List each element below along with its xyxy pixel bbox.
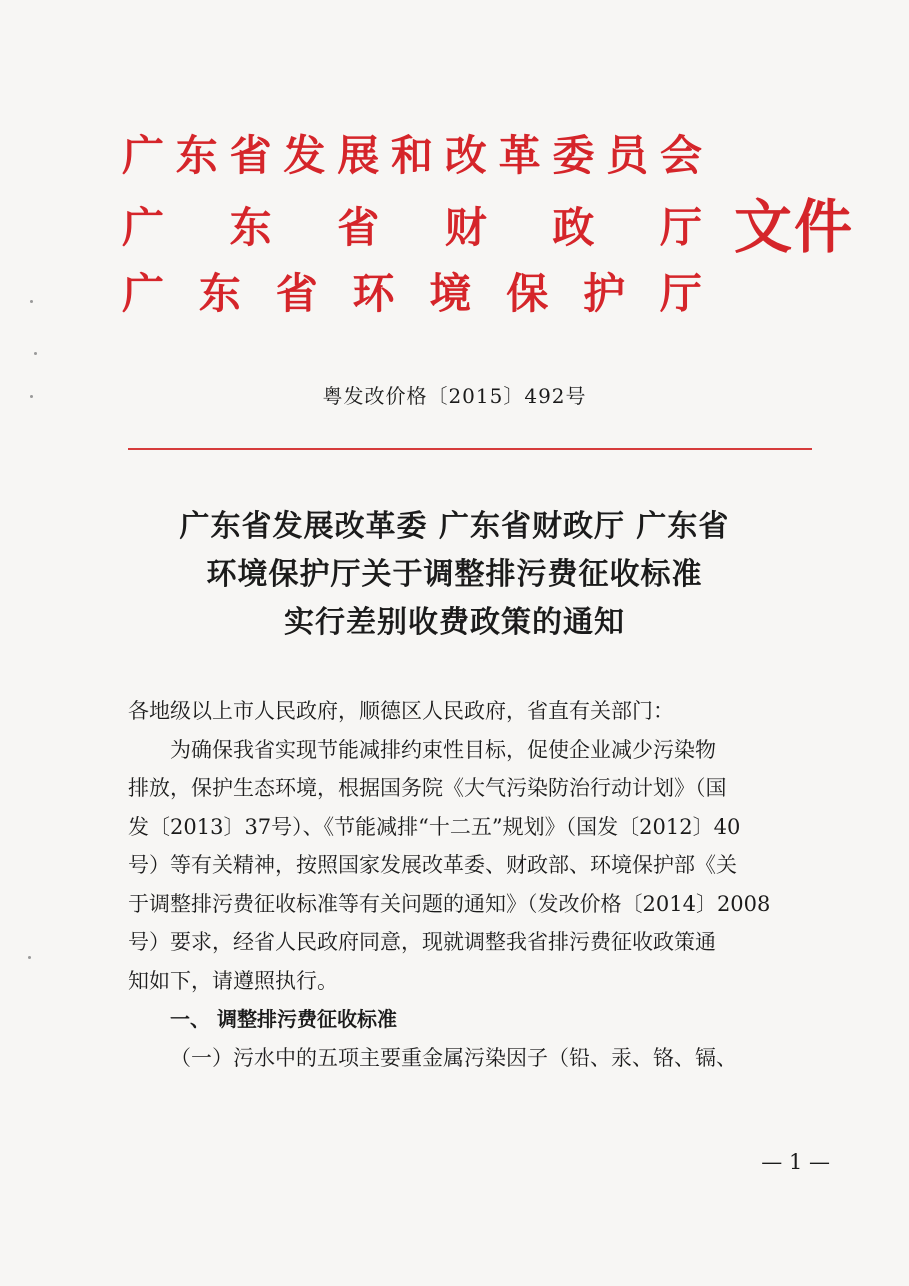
issuer-environment: 广 东 省 环 境 保 护 厅 bbox=[122, 269, 702, 318]
red-divider bbox=[128, 448, 812, 450]
body-line: （一）污水中的五项主要重金属污染因子（铅、汞、铬、镉、 bbox=[170, 1045, 737, 1070]
document-body bbox=[128, 692, 818, 1077]
section-heading: 一、 调整排污费征收标准 bbox=[170, 1007, 397, 1031]
scan-speck bbox=[30, 395, 33, 398]
body-line: 排放，保护生态环境，根据国务院《大气污染防治行动计划》（国 bbox=[128, 776, 727, 800]
body-line: 为确保我省实现节能减排约束性目标，促使企业减少污染物 bbox=[170, 737, 716, 762]
body-line: 发〔2013〕37号）、《节能减排“十二五”规划》（国发〔2012〕40 bbox=[128, 814, 741, 839]
scan-speck bbox=[28, 956, 31, 959]
page-number: — 1 — bbox=[761, 1150, 830, 1174]
document-suffix: 文件 bbox=[734, 193, 855, 261]
document-title bbox=[0, 503, 909, 647]
body-line: 知如下，请遵照执行。 bbox=[128, 968, 338, 993]
title-line-3: 实行差别收费政策的通知 bbox=[284, 605, 625, 640]
issuer-finance: 广 东 省 财 政 厅 bbox=[122, 203, 702, 252]
document-number: 粤发改价格〔2015〕492号 bbox=[322, 384, 587, 408]
issuer-header bbox=[122, 128, 855, 328]
title-line-1: 广东省发展改革委 广东省财政厅 广东省 bbox=[179, 509, 730, 544]
salutation: 各地级以上市人民政府，顺德区人民政府，省直有关部门： bbox=[128, 699, 674, 723]
scan-speck bbox=[30, 300, 33, 303]
body-line: 号）等有关精神，按照国家发展改革委、财政部、环境保护部《关 bbox=[128, 853, 737, 877]
issuer-ndrc: 广 东 省 发 展 和 改 革 委 员 会 bbox=[122, 131, 702, 180]
scan-speck bbox=[34, 352, 37, 355]
body-line: 号）要求，经省人民政府同意，现就调整我省排污费征收政策通 bbox=[128, 930, 716, 954]
title-line-2: 环境保护厅关于调整排污费征收标准 bbox=[206, 557, 703, 592]
body-line: 于调整排污费征收标准等有关问题的通知》（发改价格〔2014〕2008 bbox=[128, 891, 771, 916]
